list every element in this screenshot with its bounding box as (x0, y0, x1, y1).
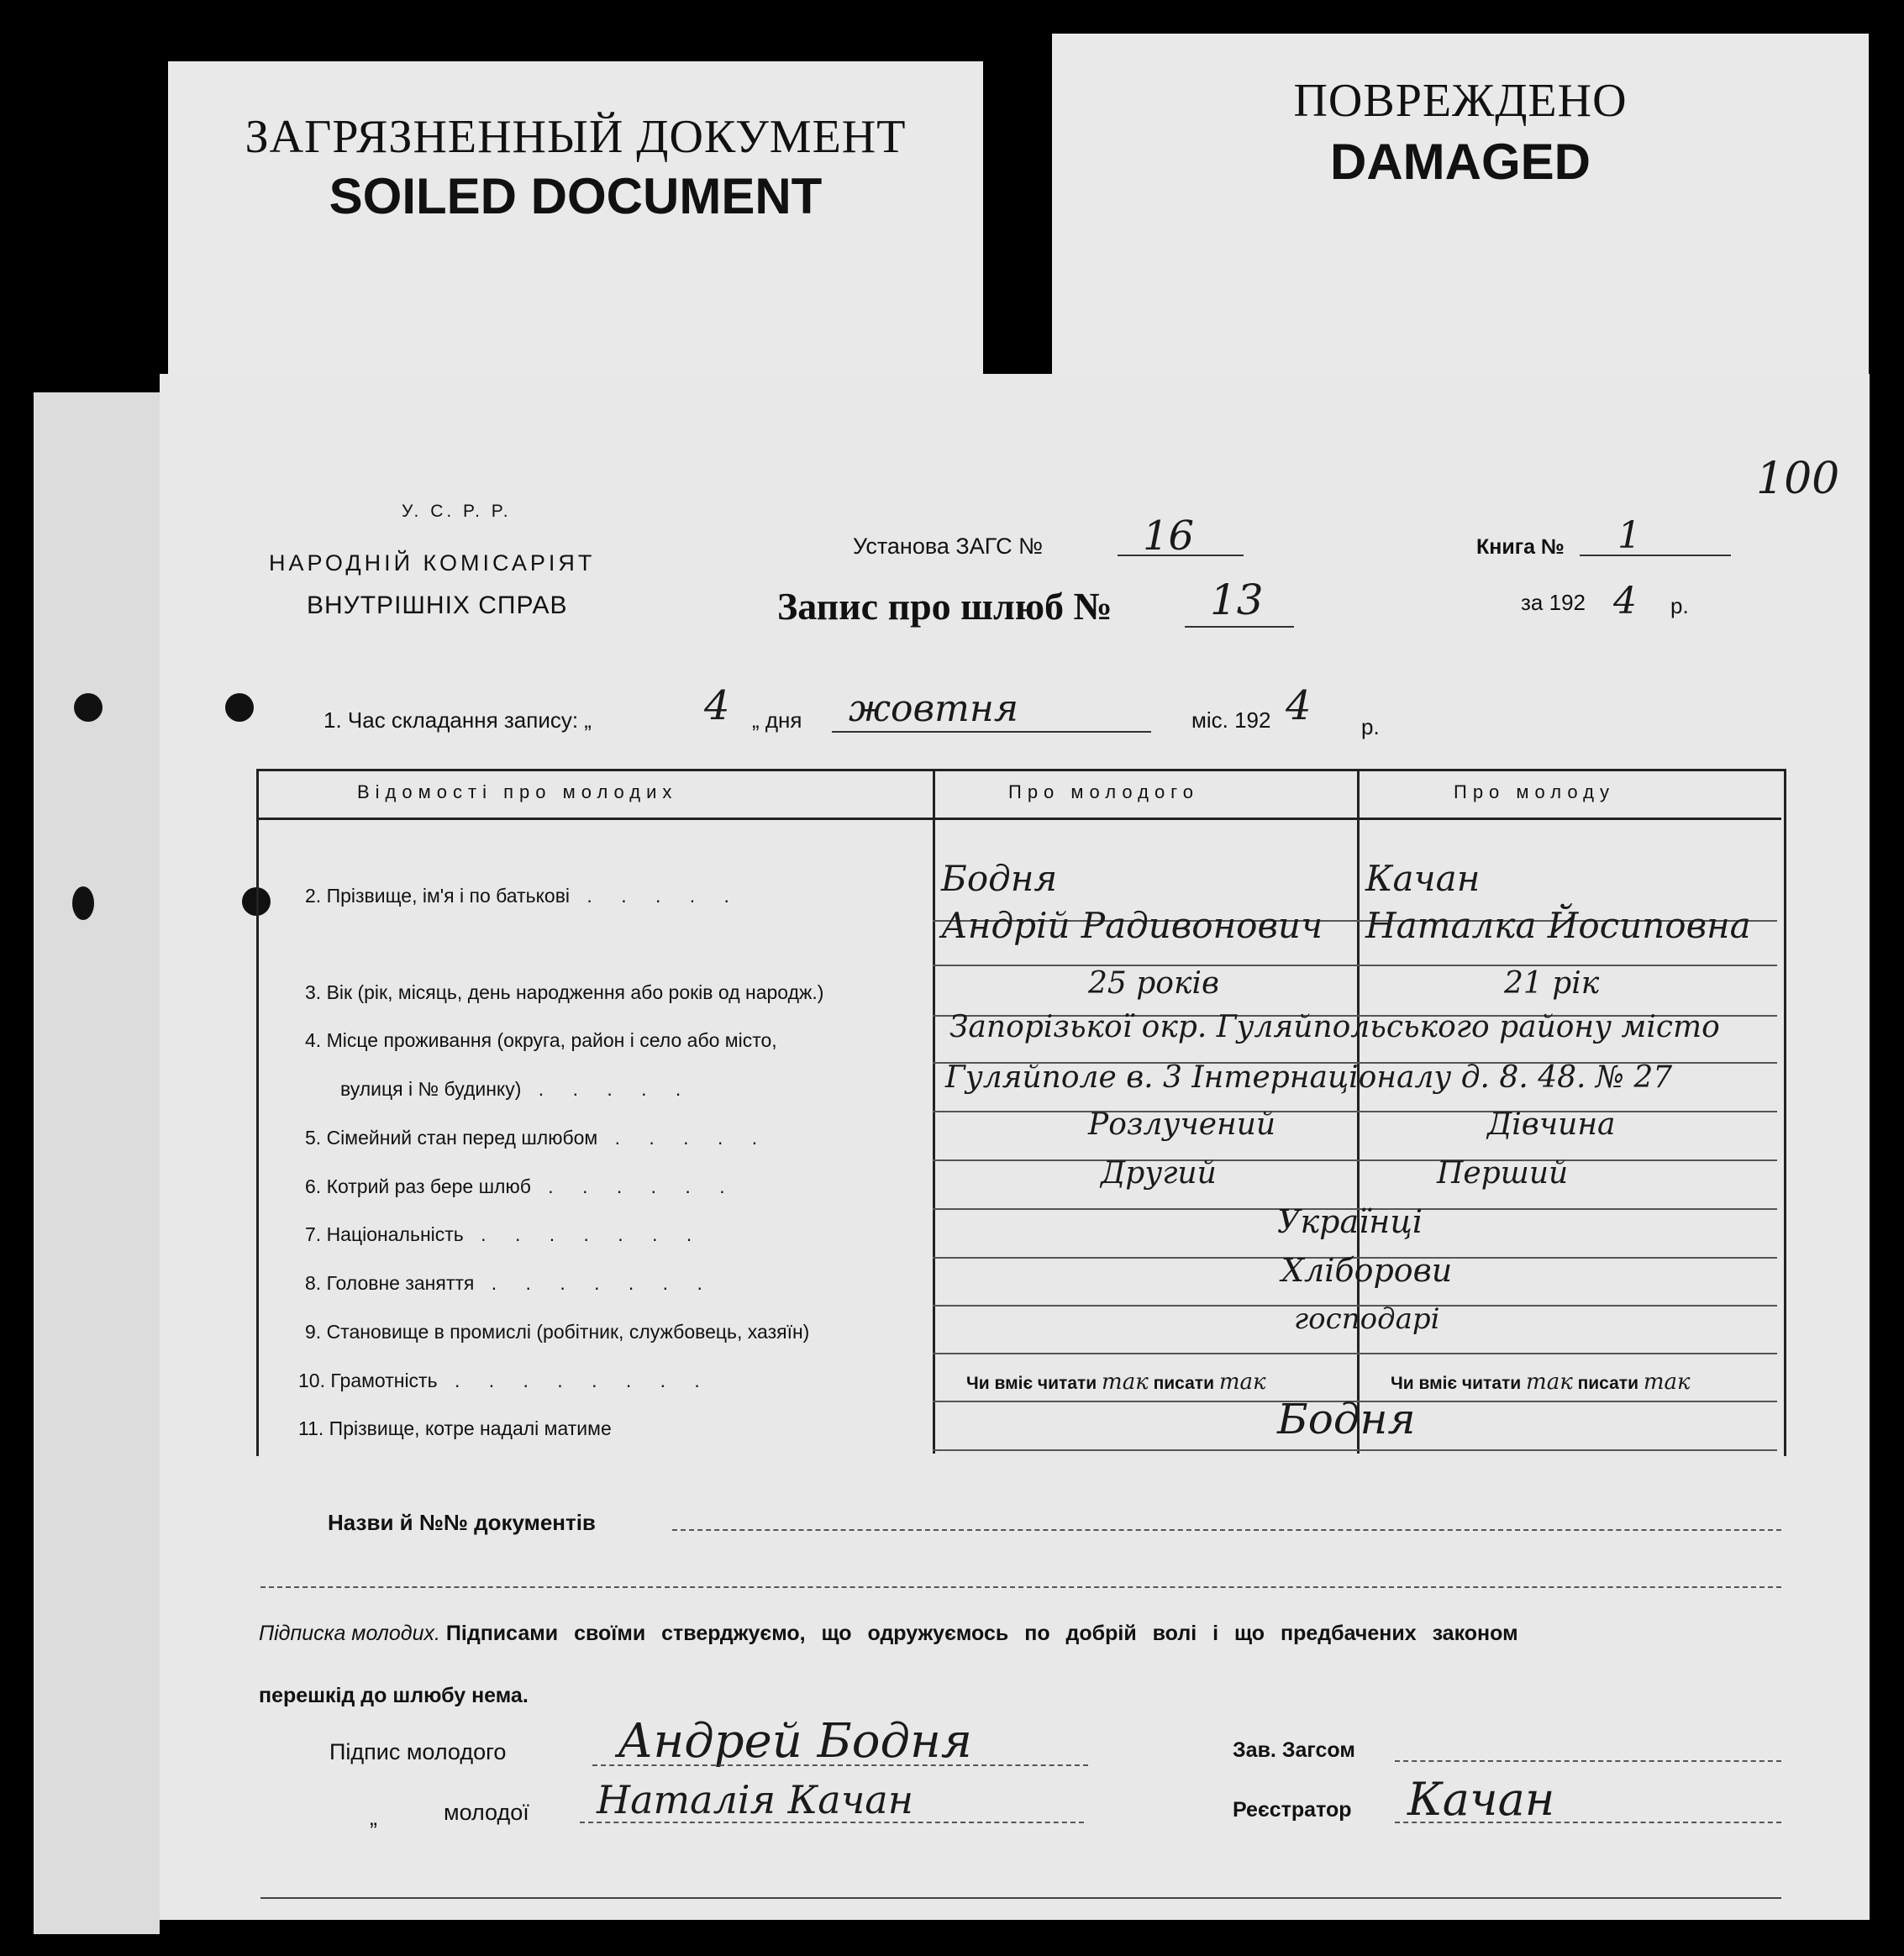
row-label-age: 3. Вік (рік, місяць, день народження або років од народж.) (305, 981, 824, 1003)
bride-signature-prefix: „ (370, 1805, 377, 1830)
date-month-line (832, 731, 1151, 733)
record-number-line (1185, 626, 1294, 628)
registrar-signature: Качан (1407, 1773, 1555, 1826)
zags-number: 16 (1143, 513, 1195, 560)
punch-hole (72, 886, 94, 920)
groom-signature-line (592, 1764, 1088, 1766)
residence-line-1: Запорізької окр. Гуляйпольського району місто (949, 1010, 1720, 1044)
table-header-info: Відомості про молодих (357, 781, 678, 802)
groom-read-value: так (1102, 1370, 1149, 1395)
date-mid: „ дня (752, 707, 802, 733)
damaged-card (1052, 34, 1869, 382)
declaration-text: Підписами своїми стверджуємо, що одружуємось по добрій волі і що предбачених законом (445, 1622, 1518, 1645)
soiled-label-en: SOILED DOCUMENT (329, 168, 823, 224)
documents-line-2 (260, 1586, 1781, 1588)
record-number: 13 (1210, 576, 1264, 624)
book-number: 1 (1617, 514, 1641, 557)
residence-line-2: Гуляйполе в. 3 Інтернаціоналу д. 8. 48. № 27 (945, 1060, 1673, 1095)
year-digit: 4 (1613, 580, 1637, 623)
nationality-value: Українці (1277, 1203, 1423, 1240)
record-title: Запис про шлюб № (777, 585, 1112, 628)
soiled-label-ru: ЗАГРЯЗНЕННЫЙ ДОКУМЕНТ (245, 111, 907, 163)
row-label-position: 9. Становище в промислі (робітник, службовець, хазяїн) (305, 1321, 810, 1343)
book-label: Книга № (1476, 535, 1565, 559)
row-label-street: вулиця і № будинку) . . . . . (340, 1078, 693, 1100)
zags-number-line (1118, 555, 1244, 556)
row-label-marriage-count: 6. Котрий раз бере шлюб . . . . . . (305, 1175, 737, 1197)
row-line (933, 1159, 1777, 1161)
declaration (259, 1622, 1518, 1646)
state-abbreviation: У. С. Р. Р. (402, 502, 512, 521)
groom-signature: Андрей Бодня (618, 1714, 972, 1769)
bride-full-name: Качан Наталка Йосиповна (1365, 858, 1751, 946)
bride-age: 21 рік (1504, 966, 1600, 1001)
year-prefix: за 192 (1521, 590, 1586, 615)
groom-literacy: Чи вміє читати так писати так (966, 1370, 1266, 1395)
future-surname-value: Бодня (1277, 1395, 1416, 1443)
date-month-label: міс. 192 (1191, 707, 1271, 733)
registrar-signature-line (1395, 1822, 1781, 1823)
groom-age: 25 років (1088, 966, 1219, 1001)
occupation-value: Хліборови (1281, 1252, 1453, 1289)
header-rule (256, 818, 1781, 820)
date-suffix: р. (1361, 714, 1380, 739)
row-label-residence: 4. Місце проживання (округа, район і село або місто, (305, 1029, 777, 1051)
groom-marital-status: Розлучений (1088, 1107, 1276, 1142)
table-header-groom: Про молодого (1008, 781, 1199, 802)
date-year-digit: 4 (1286, 682, 1312, 729)
page-number: 100 (1756, 454, 1840, 504)
soiled-document-card (168, 61, 983, 397)
damaged-label-ru: ПОВРЕЖДЕНО (1293, 75, 1628, 127)
documents-line (672, 1529, 1781, 1531)
position-value: господарі (1294, 1302, 1440, 1336)
bride-signature-label: молодої (444, 1800, 529, 1825)
row-label-future-surname: 11. Прізвище, котре надалі матиме (298, 1417, 612, 1439)
commissariat-line-2: ВНУТРІШНІХ СПРАВ (307, 592, 568, 619)
row-label-occupation: 8. Головне заняття . . . . . . . (305, 1272, 714, 1294)
row-label-nationality: 7. Національність . . . . . . . (305, 1223, 704, 1245)
documents-label: Назви й №№ документів (328, 1510, 596, 1535)
punch-hole (74, 693, 103, 722)
bride-signature-line (580, 1822, 1084, 1823)
bride-signature: Наталія Качан (597, 1777, 914, 1822)
bride-write-value: так (1643, 1370, 1691, 1395)
registrar-label: Реєстратор (1233, 1798, 1352, 1822)
damaged-label-en: DAMAGED (1330, 134, 1591, 190)
row-line (933, 1353, 1777, 1354)
row-label-literacy: 10. Грамотність . . . . . . . . (298, 1370, 712, 1391)
groom-marriage-count: Другий (1101, 1156, 1217, 1191)
bottom-rule (260, 1897, 1781, 1899)
declaration-text-2: перешкід до шлюбу нема. (259, 1684, 529, 1707)
zags-label: Установа ЗАГС № (853, 534, 1044, 559)
date-month: жовтня (849, 687, 1018, 730)
row-label-marital: 5. Сімейний стан перед шлюбом . . . . . (305, 1127, 770, 1149)
binding-margin (34, 392, 160, 1934)
row-line (933, 965, 1777, 966)
groom-full-name: Бодня Андрій Радивонович (941, 858, 1323, 946)
date-day: 4 (704, 682, 730, 729)
date-label: 1. Час складання запису: „ (323, 707, 592, 733)
bride-read-value: так (1526, 1370, 1573, 1395)
bride-marital-status: Дівчина (1487, 1107, 1616, 1142)
book-number-line (1580, 555, 1731, 556)
commissariat-line-1: НАРОДНІЙ КОМІСАРІЯТ (269, 550, 596, 576)
year-suffix: р. (1670, 593, 1689, 618)
groom-signature-label: Підпис молодого (329, 1739, 507, 1764)
row-line (933, 1449, 1777, 1451)
row-line (933, 1111, 1777, 1112)
head-label: Зав. Загсом (1233, 1738, 1355, 1762)
head-signature-line (1395, 1760, 1781, 1762)
punch-hole (225, 693, 254, 722)
table-header-bride: Про молоду (1454, 781, 1615, 802)
bride-marriage-count: Перший (1437, 1156, 1569, 1191)
groom-write-value: так (1218, 1370, 1266, 1395)
declaration-lead: Підписка молодих. (259, 1622, 440, 1645)
bride-literacy: Чи вміє читати так писати так (1391, 1370, 1691, 1395)
row-label-name: 2. Прізвище, ім'я і по батькові . . . . . (305, 885, 741, 907)
